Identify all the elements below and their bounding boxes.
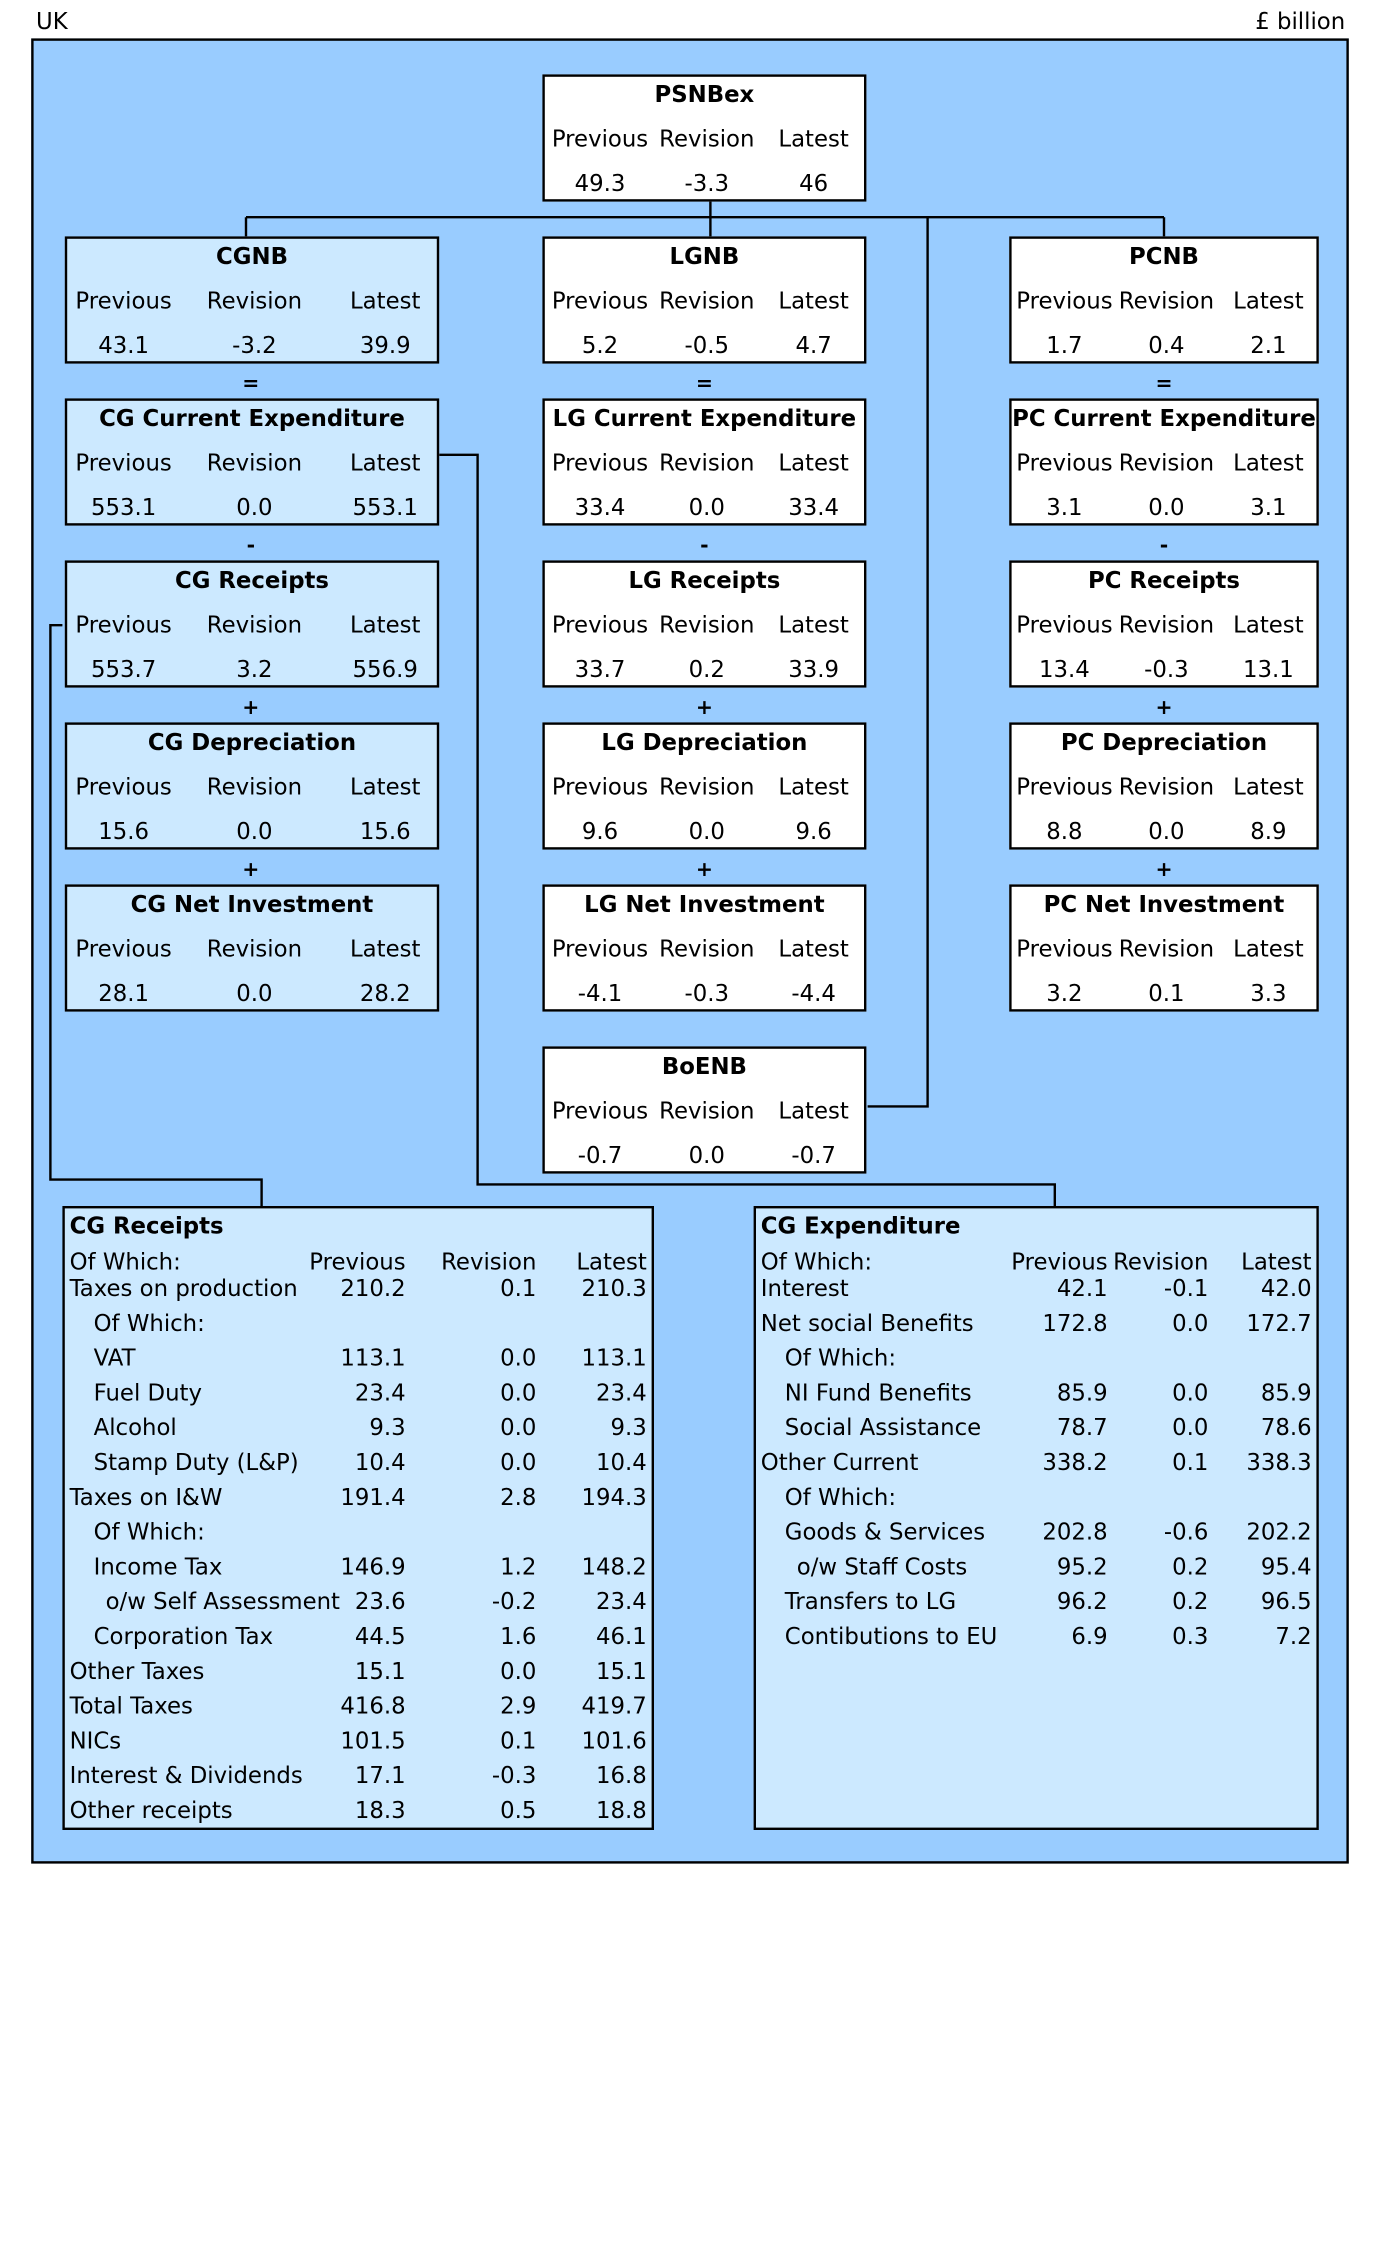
revision-value: 0.0 — [1148, 818, 1185, 845]
revision-value: 0.0 — [1172, 1380, 1209, 1407]
revision-value: -0.1 — [1163, 1275, 1209, 1302]
operator-plus: + — [695, 696, 713, 720]
latest-value: 3.3 — [1250, 980, 1287, 1007]
revision-header: Revision — [1113, 1249, 1209, 1276]
previous-value: 416.8 — [340, 1693, 406, 1720]
table-row — [756, 1519, 1316, 1554]
boenb-box — [542, 1046, 866, 1173]
latest-header: Latest — [1233, 612, 1304, 639]
latest-header: Latest — [1233, 774, 1304, 801]
revision-value: 0.0 — [500, 1658, 537, 1685]
revision-header: Revision — [659, 1098, 755, 1125]
previous-value: 23.6 — [354, 1588, 406, 1616]
previous-header: Previous — [551, 612, 649, 639]
revision-value: 0.3 — [1172, 1623, 1209, 1651]
table-row — [65, 1554, 652, 1589]
revision-value: 0.1 — [1148, 980, 1185, 1007]
previous-value: 43.1 — [98, 332, 149, 359]
cg-net-investment-box — [65, 884, 439, 1011]
previous-header: Previous — [75, 288, 172, 315]
box-title: PSNBex — [654, 81, 755, 109]
box-title: LG Net Investment — [584, 891, 825, 919]
revision-value: -3.2 — [232, 332, 277, 359]
row-label: Alcohol — [93, 1414, 177, 1442]
previous-header: Previous — [1016, 288, 1113, 315]
of-which-label: Of Which: — [760, 1249, 873, 1276]
previous-value: 15.1 — [354, 1658, 406, 1685]
previous-value: 5.2 — [581, 332, 619, 359]
latest-header: Latest — [349, 612, 421, 639]
previous-header: Previous — [1016, 936, 1113, 963]
latest-header: Latest — [576, 1249, 647, 1276]
table-row — [756, 1276, 1316, 1311]
latest-value: 4.7 — [795, 332, 832, 359]
psnbex-connector — [246, 199, 1164, 236]
latest-header: Latest — [1233, 936, 1304, 963]
previous-header: Previous — [551, 1098, 649, 1125]
revision-value: 0.0 — [236, 494, 273, 521]
table-row — [756, 1310, 1316, 1345]
previous-value: -0.7 — [577, 1142, 623, 1169]
previous-value: 10.4 — [354, 1449, 406, 1476]
box-title: PC Current Expenditure — [1012, 405, 1316, 433]
box-title: PC Depreciation — [1060, 729, 1268, 756]
latest-value: 95.4 — [1260, 1554, 1312, 1581]
revision-value: 0.0 — [1172, 1310, 1209, 1337]
cgnb-box — [65, 236, 439, 363]
box-title: PCNB — [1129, 243, 1199, 270]
revision-value: 0.0 — [1172, 1414, 1209, 1442]
revision-value: 2.9 — [500, 1693, 537, 1720]
boenb-connector — [868, 217, 928, 1106]
latest-header: Latest — [1241, 1249, 1312, 1276]
table-row — [65, 1658, 652, 1693]
previous-value: 85.9 — [1056, 1380, 1108, 1407]
previous-value: 210.2 — [340, 1275, 406, 1302]
row-label: NI Fund Benefits — [784, 1380, 972, 1407]
latest-value: 556.9 — [352, 656, 418, 683]
revision-value: 0.0 — [688, 494, 725, 521]
box-title: PC Net Investment — [1043, 891, 1285, 919]
previous-header: Previous — [551, 774, 649, 801]
previous-value: 23.4 — [354, 1380, 406, 1407]
row-label: Corporation Tax — [93, 1623, 274, 1651]
box-title: PC Receipts — [1088, 567, 1240, 594]
previous-value: 49.3 — [574, 170, 626, 197]
latest-header: Latest — [778, 1098, 849, 1125]
box-title: CG Receipts — [174, 567, 329, 594]
previous-header: Previous — [551, 126, 649, 153]
lg-receipts-box — [542, 560, 866, 687]
latest-value: 16.8 — [596, 1762, 647, 1790]
latest-header: Latest — [349, 774, 421, 801]
latest-value: -0.7 — [791, 1142, 836, 1169]
lg-net-investment-box — [542, 884, 866, 1011]
table-row — [65, 1380, 652, 1415]
previous-value: 6.9 — [1071, 1623, 1108, 1651]
operator-plus: + — [1155, 696, 1173, 720]
box-title: CG Current Expenditure — [99, 405, 405, 433]
row-label: o/w Staff Costs — [796, 1554, 968, 1581]
revision-value: -0.3 — [491, 1762, 537, 1790]
latest-value: 148.2 — [581, 1554, 647, 1581]
revision-header: Revision — [1118, 450, 1215, 477]
latest-value: 9.6 — [795, 818, 832, 845]
row-label: Net social Benefits — [760, 1310, 974, 1337]
revision-value: 0.1 — [500, 1728, 537, 1755]
box-title: CG Net Investment — [130, 891, 374, 919]
latest-value: 46.1 — [596, 1623, 647, 1651]
latest-value: -4.4 — [791, 980, 836, 1007]
box-title: CGNB — [216, 243, 288, 270]
revision-value: 0.2 — [1172, 1588, 1209, 1616]
latest-value: 10.4 — [596, 1449, 647, 1476]
table-row — [756, 1415, 1316, 1450]
revision-header: Revision — [1118, 612, 1215, 639]
box-title: LG Current Expenditure — [552, 405, 857, 433]
latest-value: 113.1 — [581, 1345, 647, 1372]
table-row — [65, 1728, 652, 1763]
operator-equals: = — [1155, 372, 1173, 397]
operator-plus: + — [695, 858, 713, 883]
revision-value: 0.0 — [236, 980, 273, 1007]
previous-header: Previous — [1016, 612, 1113, 639]
latest-value: 39.9 — [359, 332, 411, 359]
latest-value: 33.4 — [788, 494, 839, 521]
table-row — [65, 1276, 652, 1311]
latest-header: Latest — [1233, 288, 1304, 315]
table-row — [756, 1450, 1316, 1485]
row-label: Other Taxes — [69, 1658, 205, 1685]
latest-value: 202.2 — [1246, 1519, 1312, 1546]
previous-value: 3.1 — [1046, 494, 1083, 521]
revision-value: 0.4 — [1148, 332, 1185, 359]
revision-header: Revision — [206, 774, 303, 801]
detail-title: CG Expenditure — [760, 1213, 961, 1240]
box-title: LGNB — [669, 243, 740, 270]
table-row — [65, 1450, 652, 1485]
operator-minus: - — [700, 534, 709, 558]
lgnb-box — [542, 236, 866, 363]
latest-value: 85.9 — [1260, 1380, 1312, 1407]
revision-value: -0.6 — [1163, 1519, 1209, 1546]
revision-value: 0.1 — [1172, 1449, 1209, 1476]
revision-value: 0.0 — [500, 1414, 537, 1442]
row-label: Goods & Services — [784, 1519, 986, 1546]
row-label: Income Tax — [93, 1554, 223, 1581]
of-which-label: Of Which: — [69, 1249, 181, 1276]
previous-value: 8.8 — [1046, 818, 1083, 845]
revision-value: 0.0 — [688, 818, 725, 845]
revision-value: 3.2 — [236, 656, 273, 683]
latest-header: Latest — [778, 612, 849, 639]
latest-value: 15.6 — [359, 818, 411, 845]
revision-value: 0.2 — [1172, 1554, 1209, 1581]
revision-value: 0.0 — [1148, 494, 1185, 521]
previous-value: 338.2 — [1042, 1449, 1108, 1476]
revision-value: 0.1 — [500, 1275, 537, 1302]
previous-value: 28.1 — [98, 980, 149, 1007]
operator-plus: + — [242, 696, 260, 720]
revision-value: 0.2 — [688, 656, 725, 683]
latest-value: 338.3 — [1246, 1449, 1312, 1476]
revision-value: 0.5 — [500, 1797, 537, 1825]
revision-header: Revision — [659, 288, 755, 315]
revision-header: Revision — [1118, 774, 1215, 801]
row-label: Taxes on production — [69, 1275, 298, 1302]
previous-value: 146.9 — [340, 1554, 406, 1581]
units-label: £ billion — [1255, 8, 1346, 35]
latest-value: 210.3 — [581, 1275, 647, 1302]
previous-value: 191.4 — [340, 1484, 406, 1511]
table-row — [65, 1519, 652, 1554]
revision-value: 1.6 — [500, 1623, 537, 1651]
region-label: UK — [36, 8, 68, 35]
row-label: Of Which: — [784, 1484, 897, 1511]
row-label: Interest — [760, 1275, 849, 1302]
previous-header: Previous — [309, 1249, 406, 1276]
pc-receipts-box — [1009, 560, 1319, 687]
previous-value: 78.7 — [1056, 1414, 1108, 1442]
table-row — [65, 1798, 652, 1833]
latest-value: 172.7 — [1246, 1310, 1312, 1337]
latest-value: 9.3 — [610, 1414, 647, 1442]
latest-value: 23.4 — [596, 1380, 647, 1407]
table-row — [756, 1345, 1316, 1380]
latest-value: 42.0 — [1260, 1275, 1312, 1302]
previous-value: 18.3 — [354, 1797, 406, 1825]
latest-value: 18.8 — [596, 1797, 647, 1825]
lg-current-expenditure-box — [542, 398, 866, 525]
revision-value: -0.5 — [684, 332, 730, 359]
row-label: Of Which: — [93, 1519, 205, 1546]
table-row — [65, 1484, 652, 1519]
previous-header: Previous — [75, 612, 172, 639]
previous-value: 33.4 — [574, 494, 626, 521]
latest-value: 101.6 — [581, 1728, 647, 1755]
operator-minus: - — [1159, 534, 1169, 558]
lg-depreciation-box — [542, 722, 866, 849]
row-label: Transfers to LG — [784, 1588, 957, 1616]
revision-header: Revision — [1118, 288, 1215, 315]
operator-equals: = — [695, 372, 713, 397]
row-label: o/w Self Assessment — [105, 1588, 341, 1616]
row-label: Taxes on I&W — [69, 1484, 223, 1511]
previous-header: Previous — [1016, 450, 1113, 477]
latest-value: 23.4 — [596, 1588, 647, 1616]
revision-value: -0.3 — [684, 980, 730, 1007]
latest-value: 553.1 — [352, 494, 418, 521]
pc-net-investment-box — [1009, 884, 1319, 1011]
row-label: Total Taxes — [69, 1693, 193, 1720]
row-label: Interest & Dividends — [69, 1762, 303, 1790]
revision-header: Revision — [659, 612, 755, 639]
table-row — [756, 1554, 1316, 1589]
table-row — [756, 1589, 1316, 1624]
detail-title: CG Receipts — [69, 1213, 224, 1240]
row-label: Of Which: — [784, 1345, 897, 1372]
previous-header: Previous — [1016, 774, 1113, 801]
previous-value: 9.3 — [369, 1414, 406, 1442]
revision-header: Revision — [206, 936, 303, 963]
latest-header: Latest — [778, 288, 849, 315]
latest-header: Latest — [778, 450, 849, 477]
previous-value: 95.2 — [1056, 1554, 1108, 1581]
box-title: BoENB — [661, 1053, 747, 1080]
revision-header: Revision — [441, 1249, 537, 1276]
table-row — [756, 1380, 1316, 1415]
revision-header: Revision — [659, 936, 755, 963]
previous-header: Previous — [75, 936, 172, 963]
latest-value: 46 — [799, 170, 829, 197]
previous-value: 553.7 — [90, 656, 157, 683]
latest-header: Latest — [349, 936, 421, 963]
row-label: NICs — [69, 1728, 122, 1755]
revision-header: Revision — [206, 288, 303, 315]
previous-header: Previous — [551, 936, 649, 963]
latest-value: 8.9 — [1250, 818, 1287, 845]
table-row — [65, 1345, 652, 1380]
revision-value: -3.3 — [684, 170, 730, 197]
previous-value: 202.8 — [1042, 1519, 1108, 1546]
latest-value: 7.2 — [1275, 1623, 1312, 1651]
latest-header: Latest — [778, 126, 849, 153]
row-label: VAT — [93, 1345, 136, 1372]
latest-value: 2.1 — [1250, 332, 1287, 359]
table-row — [65, 1415, 652, 1450]
cg-receipts-box — [65, 560, 439, 687]
row-label: Social Assistance — [784, 1414, 982, 1442]
row-label: Other Current — [760, 1449, 919, 1476]
row-label: Of Which: — [93, 1310, 205, 1337]
previous-value: 101.5 — [340, 1728, 406, 1755]
revision-value: -0.2 — [491, 1588, 537, 1616]
revision-value: 0.0 — [500, 1449, 537, 1476]
row-label: Contibutions to EU — [784, 1623, 998, 1651]
previous-value: 15.6 — [98, 818, 149, 845]
latest-value: 419.7 — [581, 1693, 647, 1720]
revision-value: 0.0 — [236, 818, 273, 845]
table-row — [756, 1624, 1316, 1659]
latest-header: Latest — [349, 288, 421, 315]
previous-value: 44.5 — [354, 1623, 406, 1651]
previous-value: 33.7 — [574, 656, 626, 683]
cg-receipts-detail-table — [62, 1206, 654, 1830]
previous-header: Previous — [551, 288, 649, 315]
table-row — [65, 1310, 652, 1345]
latest-value: 28.2 — [359, 980, 411, 1007]
psnbex-box — [542, 74, 866, 201]
latest-value: 3.1 — [1250, 494, 1287, 521]
box-title: CG Depreciation — [147, 729, 357, 756]
row-label: Other receipts — [69, 1797, 233, 1825]
previous-value: 96.2 — [1056, 1588, 1108, 1616]
table-row — [65, 1693, 652, 1728]
row-label: Stamp Duty (L&P) — [93, 1449, 299, 1476]
operator-plus: + — [242, 858, 260, 883]
operator-plus: + — [1155, 858, 1173, 883]
revision-value: 0.0 — [500, 1345, 537, 1372]
table-row — [756, 1484, 1316, 1519]
table-row — [65, 1763, 652, 1798]
pc-current-expenditure-box — [1009, 398, 1319, 525]
previous-header: Previous — [551, 450, 649, 477]
table-row — [65, 1589, 652, 1624]
previous-value: 9.6 — [581, 818, 619, 845]
previous-header: Previous — [1011, 1249, 1108, 1276]
previous-value: -4.1 — [577, 980, 623, 1007]
latest-value: 15.1 — [596, 1658, 647, 1685]
latest-value: 13.1 — [1243, 656, 1294, 683]
previous-value: 13.4 — [1039, 656, 1090, 683]
latest-header: Latest — [778, 774, 849, 801]
previous-value: 17.1 — [354, 1762, 406, 1790]
previous-header: Previous — [75, 774, 172, 801]
revision-value: 2.8 — [500, 1484, 537, 1511]
previous-value: 1.7 — [1046, 332, 1083, 359]
cg-expenditure-detail-table — [754, 1206, 1319, 1830]
revision-value: -0.3 — [1144, 656, 1189, 683]
pc-depreciation-box — [1009, 722, 1319, 849]
latest-value: 33.9 — [788, 656, 839, 683]
previous-value: 113.1 — [340, 1345, 406, 1372]
revision-header: Revision — [206, 450, 303, 477]
revision-header: Revision — [659, 450, 755, 477]
previous-value: 553.1 — [90, 494, 157, 521]
revision-header: Revision — [206, 612, 303, 639]
previous-value: 3.2 — [1046, 980, 1083, 1007]
cg-depreciation-box — [65, 722, 439, 849]
cg-current-expenditure-box — [65, 398, 439, 525]
box-title: LG Receipts — [628, 567, 781, 594]
previous-value: 42.1 — [1056, 1275, 1108, 1302]
latest-header: Latest — [1233, 450, 1304, 477]
revision-value: 1.2 — [500, 1554, 537, 1581]
row-label: Fuel Duty — [93, 1380, 202, 1407]
latest-value: 194.3 — [581, 1484, 647, 1511]
latest-value: 78.6 — [1260, 1414, 1312, 1442]
previous-header: Previous — [75, 450, 172, 477]
operator-minus: - — [246, 534, 256, 558]
revision-value: 0.0 — [688, 1142, 725, 1169]
revision-header: Revision — [659, 126, 755, 153]
previous-value: 172.8 — [1042, 1310, 1108, 1337]
revision-header: Revision — [659, 774, 755, 801]
table-row — [65, 1624, 652, 1659]
latest-value: 96.5 — [1260, 1588, 1312, 1616]
pcnb-box — [1009, 236, 1319, 363]
revision-header: Revision — [1118, 936, 1215, 963]
box-title: LG Depreciation — [601, 729, 808, 756]
latest-header: Latest — [778, 936, 849, 963]
revision-value: 0.0 — [500, 1380, 537, 1407]
operator-equals: = — [242, 372, 260, 397]
latest-header: Latest — [349, 450, 421, 477]
